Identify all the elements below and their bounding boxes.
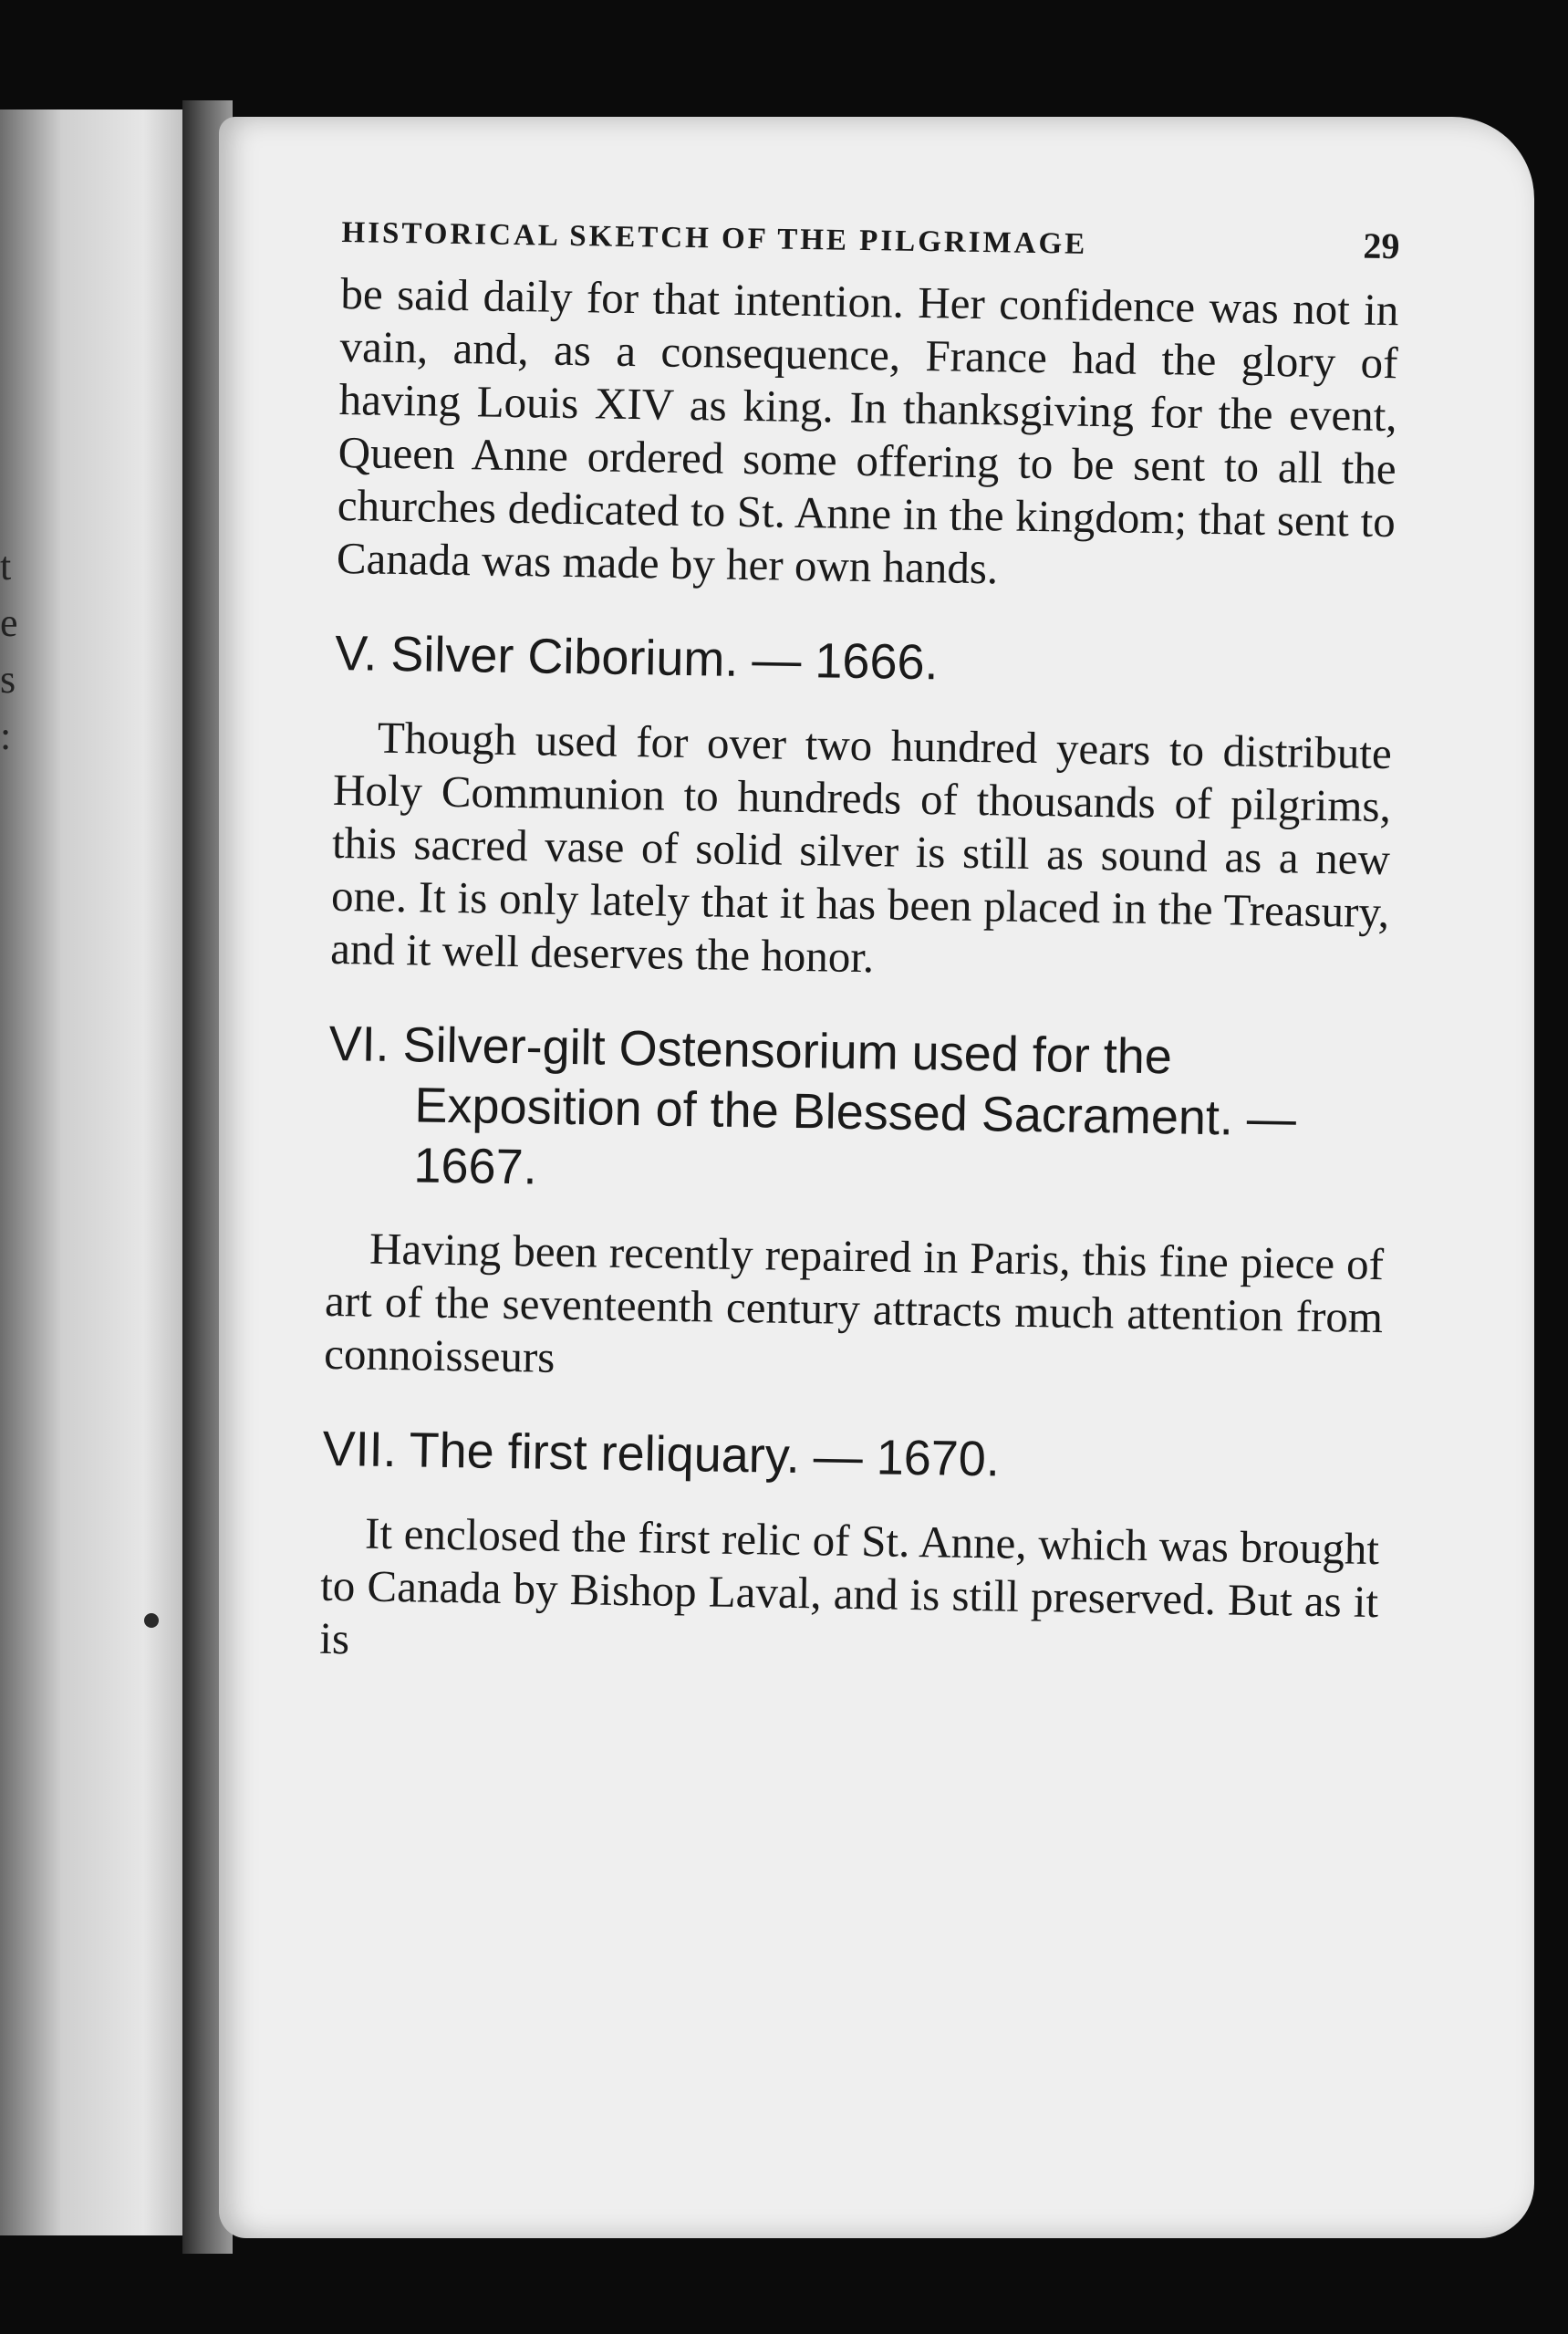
- section-vii-text: It enclosed the first relic of St. Anne, which was brought to Canada by Bishop Laval, and is still preserved. But as it is: [318, 1507, 1380, 1664]
- running-head-title: HISTORICAL SKETCH OF THE PILGRIMAGE: [341, 215, 1088, 261]
- page-number: 29: [1363, 224, 1400, 267]
- ink-dot: [144, 1613, 159, 1628]
- right-page: [219, 117, 1534, 2238]
- section-vii-heading: VII. The first reliquary. — 1670.: [322, 1421, 1001, 1487]
- section-vi-heading: VI. Silver-gilt Ostensorium used for the Exposition of the Blessed Sacrament. — 1667.: [328, 1016, 1297, 1195]
- left-fragment: t: [0, 544, 12, 589]
- left-page-edge: [0, 109, 205, 2235]
- left-fragment: :: [0, 714, 12, 758]
- running-head: [341, 208, 1400, 267]
- page-content: [319, 208, 1400, 1682]
- section-vi-text: Having been recently repaired in Paris, this fine piece of art of the seventeenth century attracts much attention from connoisseurs: [323, 1223, 1385, 1382]
- paragraph-continued: be said daily for that intention. Her confidence was not in vain, and, as a consequence, France had the glory of having Louis XIV as king. In thanksgiving for the event, Queen Anne ordered some offering to be sent to all the churches dedicated to St. Anne in the kingdom; that sent to Canada was made by her own hands.: [336, 267, 1399, 594]
- left-fragment: s: [0, 657, 16, 702]
- left-fragment: e: [0, 600, 18, 645]
- section-v-heading: V. Silver Ciborium. — 1666.: [334, 625, 940, 691]
- left-page-fragments: [0, 538, 18, 765]
- section-v-text: Though used for over two hundred years to distribute Holy Communion to hundreds of thousands of pilgrims, this sacred vase of solid silver is still as sound as a new one. It is only lately that it has been placed in the Treasury, and it well deserves the honor.: [329, 712, 1393, 983]
